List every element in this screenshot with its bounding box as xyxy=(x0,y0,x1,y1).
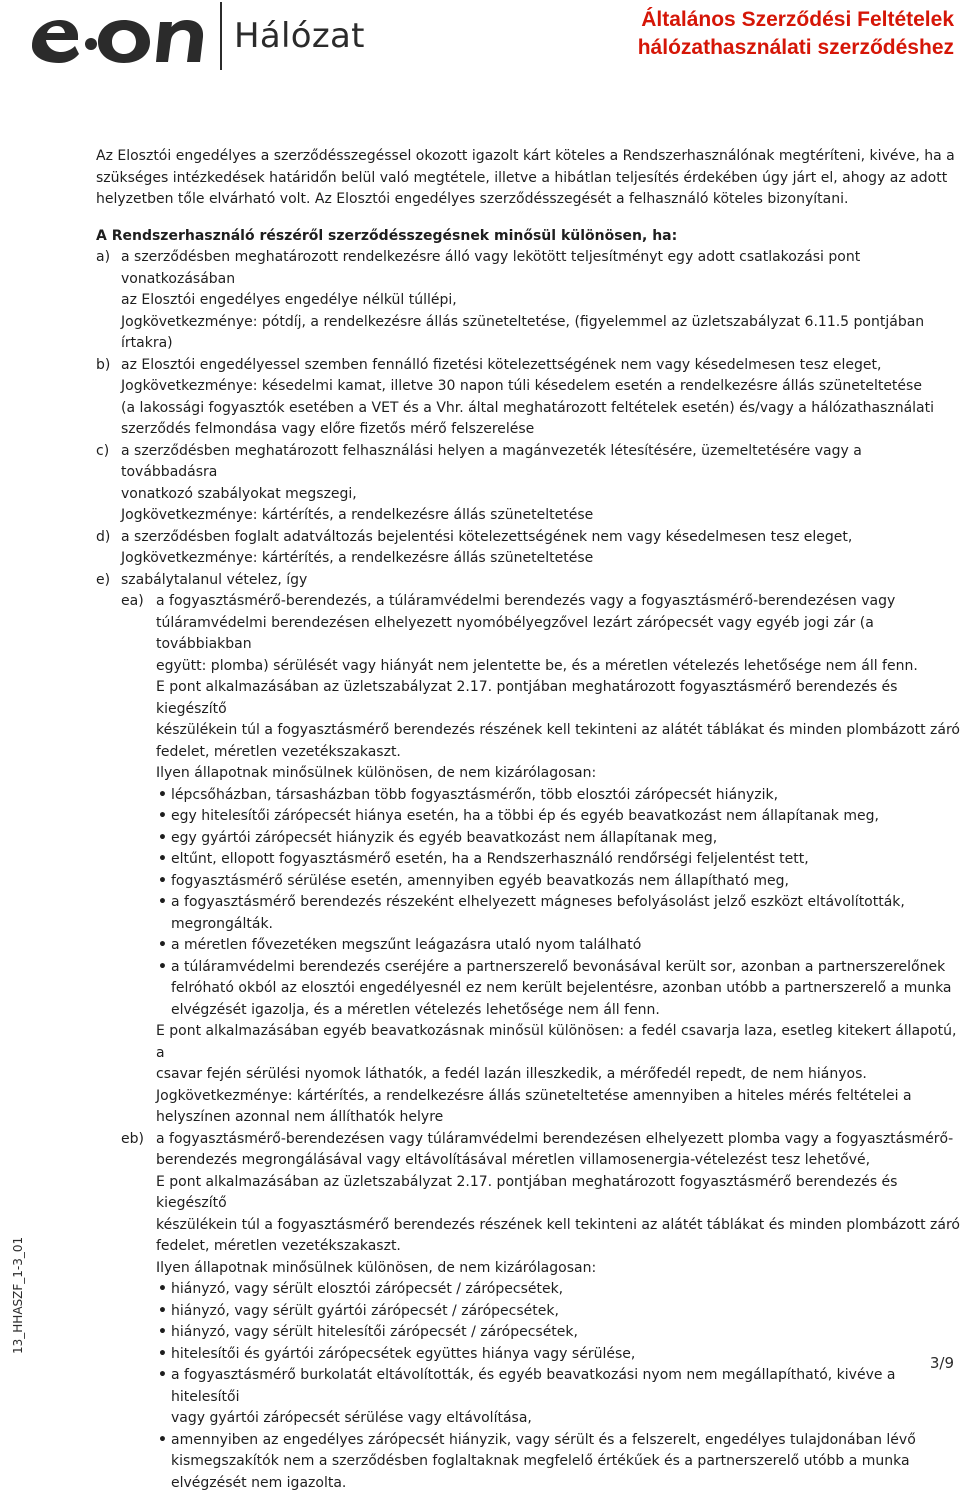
bullet-line: fogyasztásmérő sérülése esetén, amennyiben egyéb beavatkozás nem állapítható meg, xyxy=(171,871,960,893)
bullet-line: hitelesítői és gyártói zárópecsétek együttes hiánya vagy sérülése, xyxy=(171,1344,960,1366)
clause-line: vonatkozó szabályokat megszegi, xyxy=(121,484,960,506)
bullet-line: eltűnt, ellopott fogyasztásmérő esetén, ha a Rendszerhasználó rendőrségi feljelentést tett, xyxy=(171,849,960,871)
clause-line: a szerződésben meghatározott felhasználási helyen a magánvezeték létesítésére, üzemeltetésére vagy a továbbadásra xyxy=(121,441,960,484)
clause-line: Jogkövetkezménye: pótdíj, a rendelkezésre állás szüneteltetése, (figyelemmel az üzletszabályzat 6.11.5 pontjában írtakra) xyxy=(121,312,960,355)
clause-eb xyxy=(121,1129,960,1494)
document-title-line2: hálózathasználati szerződéshez xyxy=(638,34,954,62)
bullet-line: hiányzó, vagy sérült hitelesítői zárópecsét / zárópecsétek, xyxy=(171,1322,960,1344)
bullet-icon: • xyxy=(158,1430,167,1452)
bullet-line: egy gyártói zárópecsét hiányzik és egyéb beavatkozást nem állapítanak meg, xyxy=(171,828,960,850)
clause-line: a fogyasztásmérő-berendezés, a túláramvédelmi berendezés vagy a fogyasztásmérő-berendezésen vagy xyxy=(156,591,960,613)
bullet-item xyxy=(156,1322,960,1344)
clause-line: túláramvédelmi berendezésen elhelyezett nyomóbélyegzővel lezárt zárópecsét vagy egyéb jogi zár (a továbbiakban xyxy=(156,613,960,656)
section-title: A Rendszerhasználó részéről szerződésszegésnek minősül különösen, ha: xyxy=(96,226,960,248)
clause-label: a) xyxy=(96,247,110,269)
bullet-line: lépcsőházban, társasházban több fogyasztásmérőn, több elosztói zárópecsét hiányzik, xyxy=(171,785,960,807)
bullet-line: kismegszakítók nem a szerződésben foglaltaknak megfelelő értékűek és a partnerszerelő utóbb a munka xyxy=(171,1451,960,1473)
document-code: 13_HHASZF_1-3_01 xyxy=(11,1264,25,1354)
bullet-line: hiányzó, vagy sérült gyártói zárópecsét / zárópecsétek, xyxy=(171,1301,960,1323)
bullet-icon: • xyxy=(158,849,167,871)
bullet-item xyxy=(156,957,960,1022)
clause-b xyxy=(96,355,960,441)
bullet-line: elvégzését igazolja, és a méretlen vételezés lehetősége nem áll fenn. xyxy=(171,1000,960,1022)
clause-line: helyszínen azonnal nem állíthatók helyre xyxy=(156,1107,960,1129)
eon-logo xyxy=(28,12,208,64)
clause-line: (a lakossági fogyasztók esetében a VET és a Vhr. által meghatározott feltételek esetén) és/vagy a hálózathasználati xyxy=(121,398,960,420)
intro-line: helyzetben tőle elvárható volt. Az Elosztói engedélyes szerződésszegését a felhasználó köteles bizonyítani. xyxy=(96,189,960,211)
logo-divider xyxy=(220,2,222,70)
bullet-line: felróható okból az elosztói engedélyesnél ez nem került bejelentésre, azonban utóbb a partnerszerelő a munka xyxy=(171,978,960,1000)
bullet-line: a túláramvédelmi berendezés cseréjére a partnerszerelő bevonásával került sor, azonban a partnerszerelőnek xyxy=(171,957,960,979)
subclause-lines xyxy=(156,1129,960,1280)
document-title xyxy=(638,6,954,62)
bullet-icon: • xyxy=(158,892,167,914)
clause-line: Jogkövetkezménye: kártérítés, a rendelkezésre állás szüneteltetése xyxy=(121,548,960,570)
clause-ea xyxy=(121,591,960,1129)
subclause-label: eb) xyxy=(121,1129,144,1151)
bullet-line: a fogyasztásmérő berendezés részeként elhelyezett mágneses befolyásolást jelző eszközt eltávolították, xyxy=(171,892,960,914)
bullet-icon: • xyxy=(158,828,167,850)
bullet-line: elvégzését nem igazolta. xyxy=(171,1473,960,1494)
bullet-icon: • xyxy=(158,1322,167,1344)
clause-label: d) xyxy=(96,527,110,549)
subclause-after-lines xyxy=(156,1021,960,1129)
intro-line: Az Elosztói engedélyes a szerződésszegéssel okozott igazolt kárt köteles a Rendszerhasználónak megtéríteni, kivéve, ha a xyxy=(96,146,960,168)
clause-line: szabálytalanul vételez, így xyxy=(121,570,960,592)
bullet-item xyxy=(156,935,960,957)
bullet-line: vagy gyártói zárópecsét sérülése vagy eltávolítása, xyxy=(171,1408,960,1430)
bullet-item xyxy=(156,785,960,807)
bullet-item xyxy=(156,1279,960,1301)
clause-line: a szerződésben meghatározott rendelkezésre álló vagy lekötött teljesítményt egy adott csatlakozási pont vonatkozásában xyxy=(121,247,960,290)
subclause-lines xyxy=(156,591,960,785)
clause-line: Jogkövetkezménye: késedelmi kamat, illetve 30 napon túli késedelem esetén a rendelkezésre állás szüneteltetése xyxy=(121,376,960,398)
clause-c xyxy=(96,441,960,527)
bullet-list xyxy=(156,785,960,1022)
bullet-line: a fogyasztásmérő burkolatát eltávolították, és egyéb beavatkozási nyom nem megállapítható, kivéve a hitelesítői xyxy=(171,1365,960,1408)
clause-line: E pont alkalmazásában az üzletszabályzat 2.17. pontjában meghatározott fogyasztásmérő berendezés és kiegészítő xyxy=(156,677,960,720)
clause-line: készülékein túl a fogyasztásmérő berendezés részének kell tekinteni az alátét táblákat és minden plombázott záró xyxy=(156,1215,960,1237)
bullet-icon: • xyxy=(158,806,167,828)
bullet-line: a méretlen fővezetéken megszűnt leágazásra utaló nyom található xyxy=(171,935,960,957)
document-title-line1: Általános Szerződési Feltételek xyxy=(638,6,954,34)
clause-label: c) xyxy=(96,441,109,463)
bullet-item xyxy=(156,806,960,828)
bullet-icon: • xyxy=(158,1279,167,1301)
page-number: 3/9 xyxy=(930,1354,954,1372)
clause-line: Jogkövetkezménye: kártérítés, a rendelkezésre állás szüneteltetése xyxy=(121,505,960,527)
clause-line: szerződés felmondása vagy előre fizetős mérő felszerelése xyxy=(121,419,960,441)
bullet-icon: • xyxy=(158,785,167,807)
bullet-list xyxy=(156,1279,960,1494)
bullet-icon: • xyxy=(158,935,167,957)
clause-line: az Elosztói engedélyessel szemben fennálló fizetési kötelezettségének nem vagy késedelmesen tesz eleget, xyxy=(121,355,960,377)
clause-e xyxy=(96,570,960,1494)
bullet-item xyxy=(156,1430,960,1494)
clause-line: fedelet, méretlen vezetékszakaszt. xyxy=(156,1236,960,1258)
bullet-icon: • xyxy=(158,1344,167,1366)
clause-label: b) xyxy=(96,355,110,377)
clause-line: fedelet, méretlen vezetékszakaszt. xyxy=(156,742,960,764)
bullet-icon: • xyxy=(158,957,167,979)
intro-line: szükséges intézkedések határidőn belül való megtétele, illetve a hibátlan teljesítés érdekében úgy járt el, ahogy az adott xyxy=(96,168,960,190)
clause-label: e) xyxy=(96,570,110,592)
bullet-icon: • xyxy=(158,871,167,893)
clause-line: készülékein túl a fogyasztásmérő berendezés részének kell tekinteni az alátét táblákat és minden plombázott záró xyxy=(156,720,960,742)
bullet-line: hiányzó, vagy sérült elosztói zárópecsét / zárópecsétek, xyxy=(171,1279,960,1301)
subclause-label: ea) xyxy=(121,591,144,613)
bullet-item xyxy=(156,1301,960,1323)
clause-line: a fogyasztásmérő-berendezésen vagy túláramvédelmi berendezésen elhelyezett plomba vagy a fogyasztásmérő- xyxy=(156,1129,960,1151)
header-subtitle: Hálózat xyxy=(234,16,365,56)
bullet-line: megrongálták. xyxy=(171,914,960,936)
clause-line: E pont alkalmazásában az üzletszabályzat 2.17. pontjában meghatározott fogyasztásmérő berendezés és kiegészítő xyxy=(156,1172,960,1215)
bullet-item xyxy=(156,828,960,850)
bullet-line: egy hitelesítői zárópecsét hiánya esetén, ha a többi ép és egyéb beavatkozást nem állapítanak meg, xyxy=(171,806,960,828)
clause-line: berendezés megrongálásával vagy eltávolításával méretlen villamosenergia-vételezést tesz lehetővé, xyxy=(156,1150,960,1172)
bullet-line: amennyiben az engedélyes zárópecsét hiányzik, vagy sérült és a felszerelt, engedélyes tulajdonában lévő xyxy=(171,1430,960,1452)
clause-line: Jogkövetkezménye: kártérítés, a rendelkezésre állás szüneteltetése amennyiben a hiteles mérés feltételei a xyxy=(156,1086,960,1108)
clause-line: csavar fején sérülési nyomok láthatók, a fedél lazán illeszkedik, a mérőfedél repedt, de nem hiányos. xyxy=(156,1064,960,1086)
clause-line: az Elosztói engedélyes engedélye nélkül túllépi, xyxy=(121,290,960,312)
clause-line: Ilyen állapotnak minősülnek különösen, de nem kizárólagosan: xyxy=(156,1258,960,1280)
page-header xyxy=(0,0,960,80)
bullet-icon: • xyxy=(158,1301,167,1323)
document-body xyxy=(96,146,960,1494)
bullet-icon: • xyxy=(158,1365,167,1387)
clause-line: együtt: plomba) sérülését vagy hiányát nem jelentette be, és a méretlen vételezés lehetősége nem áll fenn. xyxy=(156,656,960,678)
clause-line: Ilyen állapotnak minősülnek különösen, de nem kizárólagosan: xyxy=(156,763,960,785)
clause-d xyxy=(96,527,960,570)
clause-a xyxy=(96,247,960,355)
bullet-item xyxy=(156,1344,960,1366)
clause-line: E pont alkalmazásában egyéb beavatkozásnak minősül különösen: a fedél csavarja laza, esetleg kitekert állapotú, a xyxy=(156,1021,960,1064)
bullet-item xyxy=(156,892,960,935)
intro-paragraph xyxy=(96,146,960,211)
bullet-item xyxy=(156,871,960,893)
bullet-item xyxy=(156,849,960,871)
clause-line: a szerződésben foglalt adatváltozás bejelentési kötelezettségének nem vagy késedelmesen tesz eleget, xyxy=(121,527,960,549)
